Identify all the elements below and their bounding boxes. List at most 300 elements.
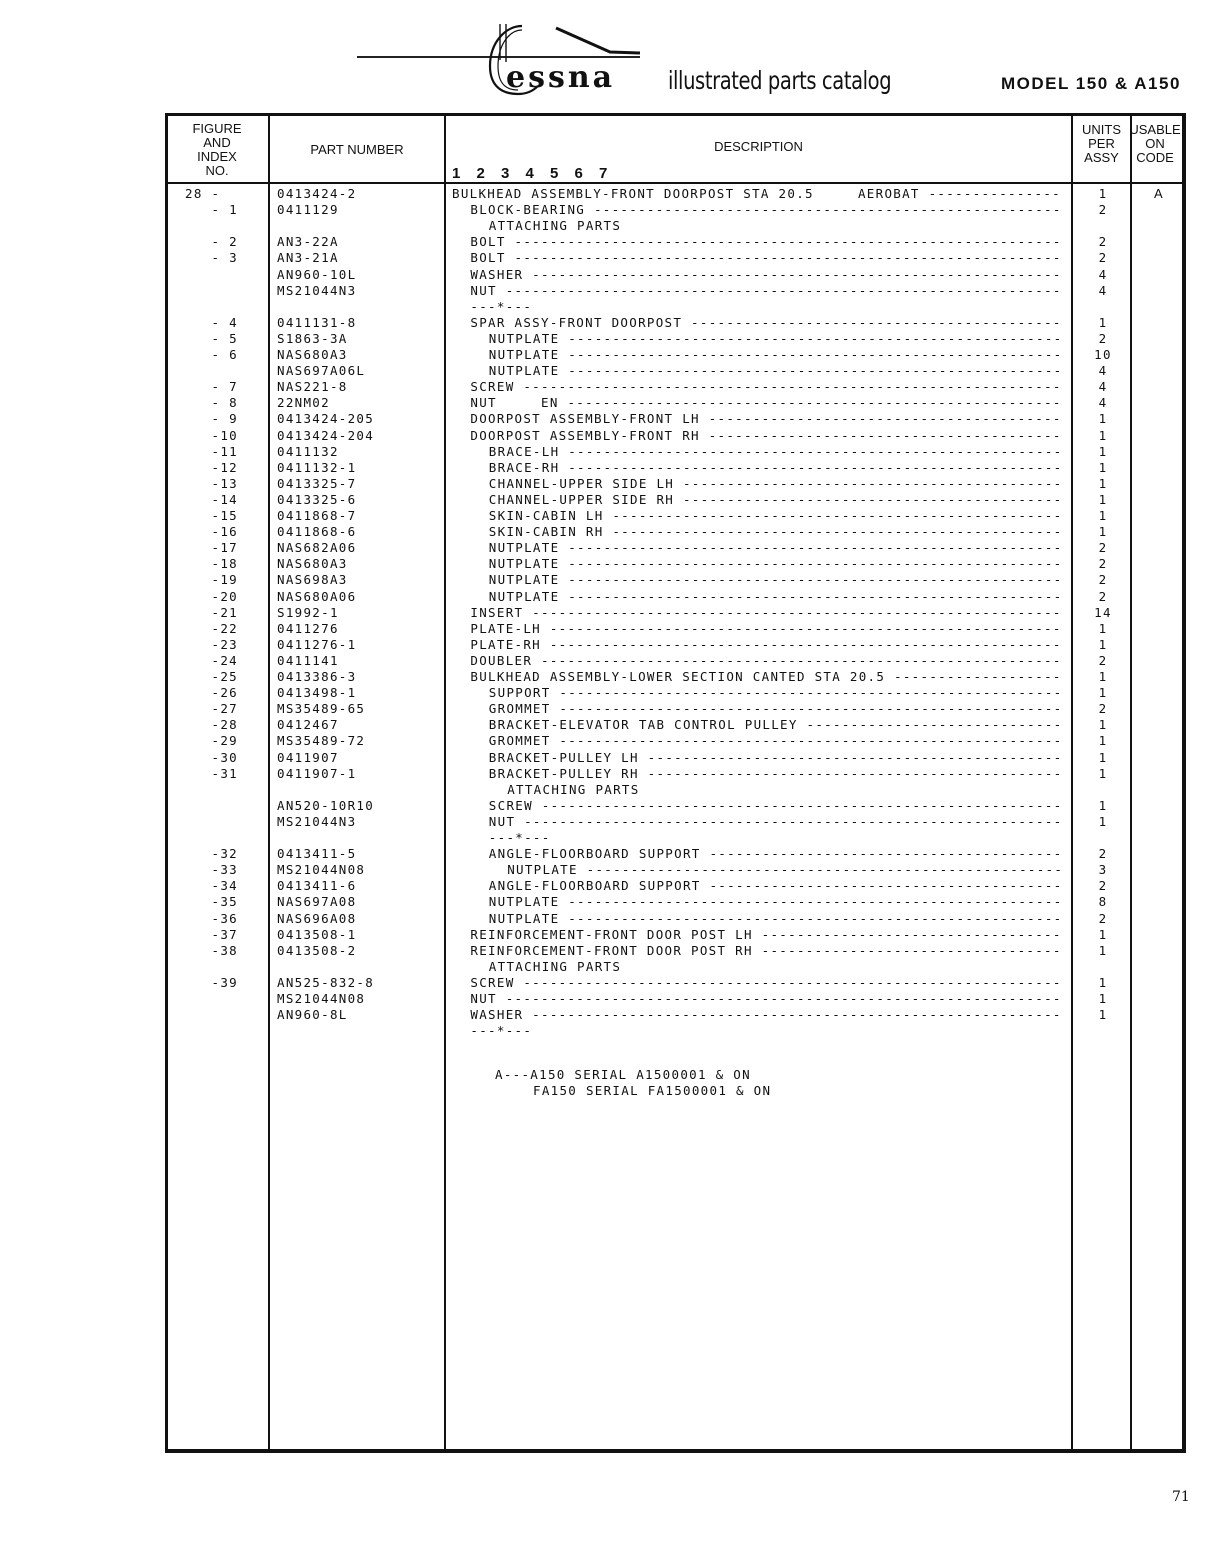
table-row	[0, 347, 1212, 363]
description-text: SCREW	[470, 379, 515, 395]
part-description	[489, 572, 1068, 588]
description-text: BRACE-LH	[488, 443, 560, 459]
description-text: BRACE-RH	[488, 459, 560, 475]
figure-index: 28 -	[185, 186, 238, 201]
part-number: AN520-10R10	[277, 797, 375, 813]
part-number: S1863-3A	[277, 330, 348, 346]
table-row	[0, 669, 1212, 685]
table-row	[0, 1023, 1212, 1039]
part-number: 0411141	[277, 652, 339, 668]
table-row	[0, 894, 1212, 910]
figure-index: -34	[211, 878, 238, 894]
description-text: ATTACHING PARTS	[507, 781, 640, 797]
figure-index: -24	[211, 652, 238, 668]
description-text: BLOCK-BEARING	[470, 202, 586, 218]
units-per-assy: 1	[1098, 314, 1108, 330]
table-row	[0, 717, 1212, 733]
part-number: AN3-22A	[277, 234, 339, 250]
part-description	[489, 556, 1068, 572]
part-number: NAS698A3	[277, 572, 348, 588]
part-description	[470, 1007, 1068, 1023]
description-text: CHANNEL-UPPER SIDE RH	[488, 491, 675, 507]
figure-index: -28	[211, 717, 238, 733]
part-number: 0413325-7	[277, 475, 357, 491]
leader-dashes: --------------------------------------------------------	[559, 459, 1063, 475]
description-text: NUT EN	[470, 395, 559, 411]
part-number: 0413508-2	[277, 942, 357, 958]
part-number: 0411868-7	[277, 508, 357, 523]
table-row	[0, 733, 1212, 749]
part-number: AN960-10L	[277, 266, 357, 282]
description-text: BULKHEAD ASSEMBLY-LOWER SECTION CANTED STA 20.5	[470, 669, 886, 684]
description-text: ATTACHING PARTS	[488, 958, 622, 974]
leader-dashes: --------------------------------------------------------	[559, 330, 1063, 346]
units-per-assy: 4	[1098, 379, 1108, 395]
part-number: MS21044N3	[277, 282, 357, 298]
part-description	[489, 524, 1068, 540]
leader-dashes: --------------------------------------------------------	[559, 572, 1063, 588]
part-description	[489, 814, 1068, 830]
part-description	[489, 492, 1068, 508]
part-description	[489, 685, 1068, 701]
table-row	[0, 830, 1212, 846]
units-per-assy: 1	[1098, 491, 1108, 507]
leader-dashes: -------------------------------------------------------------	[515, 813, 1063, 829]
leader-dashes: ---------------------------------------------------------	[550, 701, 1063, 717]
figure-header-line: FIGURE	[192, 121, 242, 136]
table-row	[0, 299, 1212, 315]
part-number: 0413424-2	[277, 186, 357, 201]
part-number: 0411131-8	[277, 314, 357, 330]
page-number: 71	[1172, 1489, 1190, 1505]
part-description	[489, 476, 1068, 492]
figure-index: -20	[211, 588, 238, 604]
part-number: 0413498-1	[277, 685, 357, 701]
description-text: BRACKET-ELEVATOR TAB CONTROL PULLEY	[488, 717, 798, 733]
part-number: 0413508-1	[277, 926, 357, 942]
units-per-assy: 1	[1098, 620, 1108, 636]
part-number: NAS697A08	[277, 894, 357, 910]
part-description	[470, 637, 1068, 653]
description-text: NUTPLATE	[507, 862, 578, 878]
table-row	[0, 621, 1212, 637]
units-per-assy: 3	[1098, 862, 1108, 878]
part-description	[489, 846, 1068, 862]
leader-dashes: -----------------------------------------------	[638, 765, 1063, 781]
part-number: MS21044N08	[277, 862, 366, 878]
part-description	[489, 331, 1068, 347]
brand-wordmark	[506, 60, 615, 95]
figure-header-line: INDEX	[197, 149, 237, 164]
figure-index: -33	[211, 862, 238, 878]
header-divider	[165, 182, 1186, 184]
figure-index: -25	[211, 669, 238, 684]
part-number: 0411868-6	[277, 524, 357, 540]
part-description	[489, 911, 1068, 927]
units-per-assy: 10	[1094, 347, 1112, 362]
part-description	[470, 202, 1068, 218]
part-description	[489, 878, 1068, 894]
table-row	[0, 750, 1212, 766]
leader-dashes: ---------------------------------------------------------------	[496, 282, 1062, 298]
part-description	[470, 1023, 1068, 1039]
figure-column-header	[168, 122, 266, 178]
table-row	[0, 508, 1212, 524]
figure-index: - 7	[211, 379, 238, 395]
leader-dashes: -----------------------------------------------------	[585, 202, 1062, 218]
part-number: NAS221-8	[277, 379, 348, 395]
description-text: REINFORCEMENT-FRONT DOOR POST RH	[470, 942, 753, 958]
leader-dashes: --------------------------------------------------------	[558, 395, 1062, 411]
part-description	[489, 959, 1068, 975]
leader-dashes: -----------------------------------------------------------	[532, 652, 1062, 668]
part-number: AN525-832-8	[277, 974, 375, 990]
description-text: DOORPOST ASSEMBLY-FRONT RH	[470, 427, 700, 443]
leader-dashes: --------------------------------------------------------	[559, 443, 1063, 459]
units-per-assy: 1	[1098, 733, 1108, 749]
leader-dashes: ----------------------------------------	[699, 427, 1062, 443]
part-description	[489, 460, 1068, 476]
figure-index: -16	[211, 524, 238, 540]
figure-index: -32	[211, 846, 238, 862]
part-number: 0413325-6	[277, 491, 357, 507]
table-row	[0, 943, 1212, 959]
part-number: 0411132	[277, 443, 339, 459]
leader-dashes: ------------------------------------------------------------	[523, 1007, 1062, 1023]
table-row	[0, 637, 1212, 653]
leader-dashes: ---------------------------------------------------	[603, 508, 1063, 523]
units-per-assy: 4	[1098, 395, 1108, 411]
figure-index: -13	[211, 475, 238, 491]
part-description	[470, 605, 1068, 621]
part-number: 0411276-1	[277, 636, 357, 652]
leader-dashes: ------------------------------------------------------------	[523, 266, 1062, 282]
table-row	[0, 701, 1212, 717]
table-row	[0, 186, 1212, 202]
figure-index: -11	[211, 443, 238, 459]
part-description	[489, 717, 1068, 733]
description-text: CHANNEL-UPPER SIDE LH	[488, 475, 675, 491]
figure-index: -14	[211, 491, 238, 507]
units-per-assy: 2	[1098, 234, 1108, 250]
units-header-line: PER	[1088, 136, 1115, 151]
units-header	[1073, 123, 1130, 165]
description-text: NUTPLATE	[488, 347, 560, 362]
figure-index: -26	[211, 685, 238, 701]
table-row	[0, 250, 1212, 266]
units-per-assy: 1	[1098, 459, 1108, 475]
table-row	[0, 959, 1212, 975]
units-per-assy: 1	[1098, 427, 1108, 443]
part-description	[470, 411, 1068, 427]
part-number: NAS696A08	[277, 910, 357, 926]
part-number: 0411276	[277, 620, 339, 636]
units-per-assy: 2	[1098, 846, 1108, 862]
figure-index: -19	[211, 572, 238, 588]
leader-dashes: ---------------------------------------------------	[603, 524, 1063, 540]
leader-dashes: ------------------------------------------------------------	[523, 604, 1062, 620]
figure-index: -23	[211, 636, 238, 652]
table-row	[0, 975, 1212, 991]
description-text: NUT	[470, 282, 497, 298]
units-per-assy: 2	[1098, 910, 1108, 926]
table-row	[0, 234, 1212, 250]
units-per-assy: 1	[1098, 685, 1108, 701]
usable-code-note: A---A150 SERIAL A1500001 & ON	[495, 1067, 751, 1082]
part-number: AN3-21A	[277, 250, 339, 266]
table-row	[0, 878, 1212, 894]
table-row	[0, 862, 1212, 878]
units-per-assy: 1	[1098, 926, 1108, 942]
description-text: PLATE-LH	[470, 620, 541, 636]
units-per-assy: 2	[1098, 588, 1108, 604]
description-text: BOLT	[470, 250, 506, 266]
part-number: NAS697A06L	[277, 363, 366, 379]
figure-index: -37	[211, 926, 238, 942]
usable-header-line: USABLE	[1129, 122, 1181, 137]
units-per-assy: 4	[1098, 363, 1108, 379]
table-row	[0, 379, 1212, 395]
units-per-assy: 2	[1098, 701, 1108, 717]
part-description	[489, 444, 1068, 460]
table-row	[0, 331, 1212, 347]
leader-dashes: ------------------------------------------	[682, 314, 1062, 330]
part-number: NAS682A06	[277, 540, 357, 556]
leader-dashes: --------------------------------------------------------------	[505, 250, 1062, 266]
description-text: SUPPORT	[488, 685, 551, 701]
table-row	[0, 572, 1212, 588]
leader-dashes: -----------------------------------------------------------	[532, 797, 1063, 813]
part-description	[489, 733, 1068, 749]
description-text: INSERT	[470, 604, 524, 620]
part-description	[489, 750, 1068, 766]
figure-index: -36	[211, 910, 238, 926]
table-row	[0, 315, 1212, 331]
figure-index: -18	[211, 556, 238, 572]
description-text: DOUBLER	[470, 652, 533, 668]
leader-dashes: -----------------------------------------------	[638, 749, 1063, 765]
part-number: AN960-8L	[277, 1007, 348, 1023]
figure-index: -35	[211, 894, 238, 910]
leader-dashes: -------------------	[885, 669, 1062, 684]
description-text: SKIN-CABIN LH	[488, 508, 604, 523]
part-number: 0411907-1	[277, 765, 357, 781]
leader-dashes: --------------------------------------------------------	[559, 910, 1063, 926]
description-text: GROMMET	[488, 701, 551, 717]
leader-dashes: ----------------------------------------	[700, 846, 1063, 862]
units-per-assy: 1	[1098, 765, 1108, 781]
figure-index: -15	[211, 508, 238, 523]
description-text: GROMMET	[488, 733, 551, 749]
table-row	[0, 492, 1212, 508]
table-row	[0, 267, 1212, 283]
indent-scale: 1 2 3 4 5 6 7	[452, 165, 614, 182]
units-per-assy: 14	[1094, 604, 1112, 620]
description-text: ---*---	[470, 298, 533, 314]
part-description	[489, 766, 1068, 782]
table-row	[0, 766, 1212, 782]
leader-dashes: ----------------------------------	[752, 942, 1062, 958]
description-text: WASHER	[470, 266, 524, 282]
units-per-assy: 1	[1098, 186, 1108, 201]
usable-header	[1124, 123, 1186, 165]
part-description	[470, 379, 1068, 395]
table-row	[0, 218, 1212, 234]
part-description	[470, 943, 1068, 959]
part-description	[489, 830, 1068, 846]
units-per-assy: 2	[1098, 572, 1108, 588]
table-row	[0, 927, 1212, 943]
units-header-line: UNITS	[1082, 122, 1121, 137]
model-title: MODEL 150 & A150	[1001, 74, 1181, 93]
table-row	[0, 363, 1212, 379]
leader-dashes: --------------------------------------------------------	[559, 588, 1063, 604]
part-description	[470, 991, 1068, 1007]
table-row	[0, 540, 1212, 556]
part-number: 0413411-5	[277, 846, 357, 862]
description-text: NUTPLATE	[488, 572, 560, 588]
part-number: 0412467	[277, 717, 339, 733]
units-per-assy: 1	[1098, 942, 1108, 958]
leader-dashes: --------------------------------------------------------	[559, 347, 1063, 362]
part-description	[507, 782, 1068, 798]
figure-index: -30	[211, 749, 238, 765]
units-per-assy: 1	[1098, 443, 1108, 459]
part-number: MS35489-65	[277, 701, 366, 717]
description-text: ---*---	[488, 830, 551, 845]
part-description	[489, 508, 1068, 524]
part-description	[470, 395, 1068, 411]
part-description	[470, 267, 1068, 283]
description-text: BOLT	[470, 234, 506, 250]
figure-index: -22	[211, 620, 238, 636]
part-description	[489, 347, 1068, 363]
units-per-assy: 1	[1098, 669, 1108, 684]
units-per-assy: 1	[1098, 636, 1108, 652]
units-per-assy: 4	[1098, 282, 1108, 298]
units-per-assy: 2	[1098, 250, 1108, 266]
description-text: NUTPLATE	[488, 330, 560, 346]
leader-dashes: ----------------------------------	[752, 926, 1062, 942]
part-description	[489, 363, 1068, 379]
table-row	[0, 814, 1212, 830]
leader-dashes: --------------------------------------------------------	[559, 894, 1063, 910]
figure-header-line: AND	[203, 135, 231, 150]
part-description	[452, 186, 1068, 202]
units-per-assy: 1	[1098, 411, 1108, 427]
figure-index: -38	[211, 942, 238, 958]
table-row	[0, 1007, 1212, 1023]
leader-dashes: --------------------------------------------------------	[559, 540, 1063, 556]
part-number: 0411132-1	[277, 459, 357, 475]
part-number: NAS680A06	[277, 588, 357, 604]
units-header-line: ASSY	[1084, 150, 1119, 165]
description-header: DESCRIPTION	[714, 139, 803, 154]
part-description	[470, 299, 1068, 315]
table-row	[0, 589, 1212, 605]
part-number-header: PART NUMBER	[310, 142, 404, 157]
part-description	[470, 653, 1068, 669]
figure-index: - 3	[211, 250, 238, 266]
units-per-assy: 2	[1098, 556, 1108, 572]
table-row	[0, 202, 1212, 218]
units-per-assy: 1	[1098, 475, 1108, 491]
units-per-assy: 2	[1098, 330, 1108, 346]
units-per-assy: 2	[1098, 540, 1108, 556]
part-number: 0413424-205	[277, 411, 375, 427]
figure-index: -12	[211, 459, 238, 475]
leader-dashes: --------------------------------------------------------	[559, 363, 1063, 379]
leader-dashes: -------------------------------------------	[674, 491, 1063, 507]
table-row	[0, 782, 1212, 798]
description-text: SKIN-CABIN RH	[488, 524, 604, 540]
figure-index: -21	[211, 604, 238, 620]
table-row	[0, 991, 1212, 1007]
units-per-assy: 1	[1098, 797, 1108, 813]
description-text: NUTPLATE	[488, 588, 560, 604]
units-per-assy: 1	[1098, 991, 1108, 1006]
units-per-assy: 1	[1098, 1007, 1108, 1023]
description-text: ---*---	[470, 1023, 533, 1039]
figure-index: -10	[211, 427, 238, 443]
figure-header-line: NO.	[205, 163, 229, 178]
table-row	[0, 798, 1212, 814]
table-row	[0, 524, 1212, 540]
part-description	[470, 669, 1068, 685]
units-per-assy: 1	[1098, 974, 1108, 990]
figure-index: -39	[211, 974, 238, 990]
units-per-assy: 2	[1098, 652, 1108, 668]
units-per-assy: 4	[1098, 266, 1108, 282]
figure-index: -17	[211, 540, 238, 556]
leader-dashes: ----------------------------------------	[700, 878, 1063, 894]
part-number: MS21044N08	[277, 991, 366, 1006]
description-text: ANGLE-FLOORBOARD SUPPORT	[488, 846, 701, 862]
leader-dashes: -------------------------------------------	[674, 475, 1063, 491]
table-row	[0, 428, 1212, 444]
units-per-assy: 1	[1098, 749, 1108, 765]
part-number: NAS680A3	[277, 556, 348, 572]
part-description	[489, 894, 1068, 910]
description-text: ANGLE-FLOORBOARD SUPPORT	[488, 878, 701, 894]
description-text: NUTPLATE	[488, 894, 560, 910]
units-per-assy: 1	[1098, 508, 1108, 523]
figure-index: - 6	[211, 347, 238, 362]
leader-dashes: -------------------------------------------------------------	[514, 974, 1062, 990]
description-text: PLATE-RH	[470, 636, 541, 652]
usable-header-line: CODE	[1136, 150, 1174, 165]
leader-dashes: ------------------------------------------------------	[577, 862, 1064, 878]
part-description	[489, 589, 1068, 605]
description-text: SCREW	[488, 797, 533, 813]
table-row	[0, 605, 1212, 621]
description-text: SPAR ASSY-FRONT DOORPOST	[470, 314, 683, 330]
units-per-assy: 1	[1098, 524, 1108, 540]
leader-dashes: -----------------------------	[797, 717, 1063, 733]
description-text: NUTPLATE	[488, 910, 560, 926]
usable-on-code: A	[1154, 186, 1164, 201]
figure-index: - 8	[211, 395, 238, 411]
catalog-title: illustrated parts catalog	[668, 66, 892, 95]
part-description	[507, 862, 1068, 878]
usable-code-note: FA150 SERIAL FA1500001 & ON	[533, 1083, 772, 1098]
leader-dashes: --------------------------------------------------------------	[505, 234, 1062, 250]
brand-rest: essna	[506, 60, 616, 95]
leader-dashes: ---------------	[919, 186, 1061, 201]
table-row	[0, 444, 1212, 460]
description-text: REINFORCEMENT-FRONT DOOR POST LH	[470, 926, 753, 942]
part-number: 0411129	[277, 202, 339, 218]
